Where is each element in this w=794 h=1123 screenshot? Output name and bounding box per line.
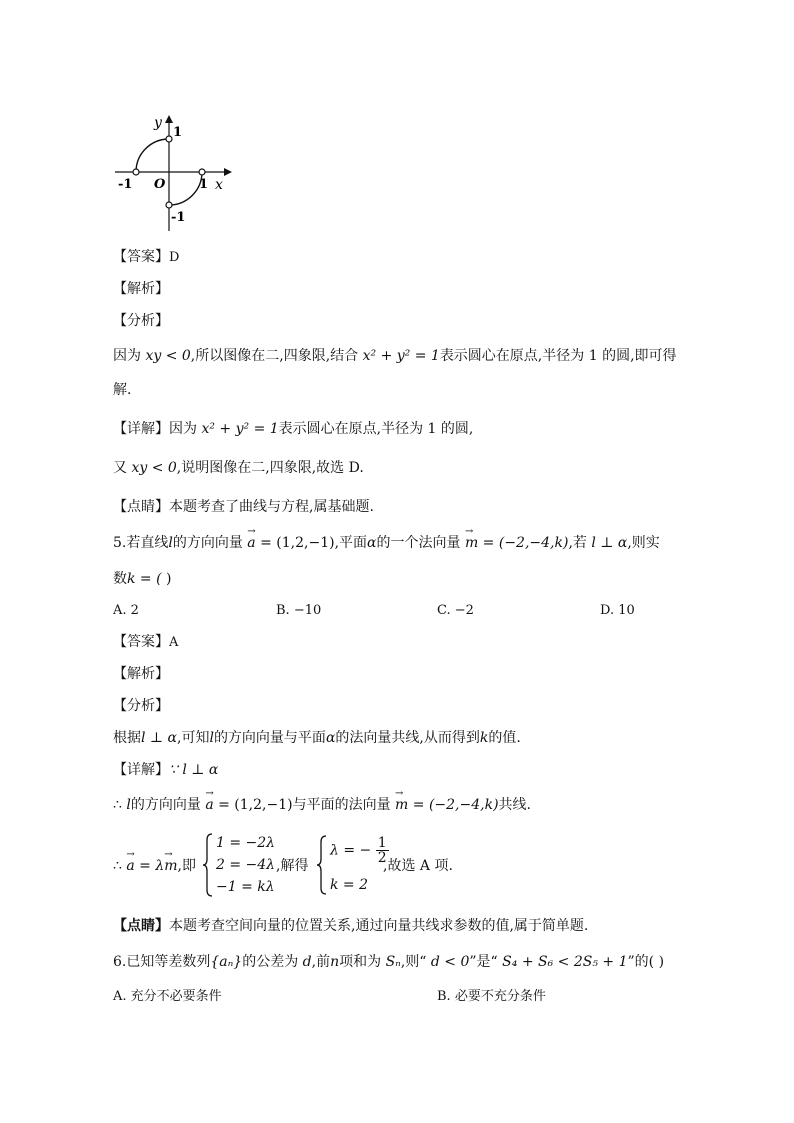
q5-detail-line3-right: ,故选 A 项.: [383, 858, 453, 874]
text: 表示圆心在原点,半径为 1 的圆,: [278, 421, 474, 437]
vector-a: → a: [126, 856, 134, 876]
q4-fenxi-line2: 解.: [113, 382, 132, 398]
text: 与平面的法向量: [292, 797, 391, 813]
q5-stem-line2: [113, 569, 172, 589]
q6-option-b[interactable]: B. 必要不充分条件: [437, 989, 546, 1004]
math-n: n: [330, 954, 340, 970]
text: 的法向量共线,从而得到: [335, 730, 480, 746]
dianjing-label: 【点睛】: [113, 499, 169, 515]
tick-pos-y: 1: [173, 125, 183, 140]
text: 本题考查空间向量的位置关系,通过向量共线求参数的值,属于简单题.: [169, 918, 589, 934]
vector-m: → m: [395, 795, 408, 815]
text: 因为: [113, 348, 141, 364]
q4-fenxi-label: 【分析】: [113, 313, 169, 329]
dianjing-label: 【点睛】: [113, 918, 169, 934]
therefore-symbol: ∴: [113, 858, 122, 874]
text: 表示圆心在原点,半径为 1 的圆,即可得: [439, 348, 677, 364]
vector-a: → a: [205, 795, 213, 815]
text: 项和为: [339, 954, 382, 970]
text: 5.若直线: [113, 535, 169, 551]
q4-answer-line: [113, 247, 179, 268]
q5-fenxi-label: 【分析】: [113, 698, 169, 714]
arc-fourth-quadrant: [169, 172, 202, 205]
text: 的一个法向量: [376, 535, 461, 551]
math-sn: Sₙ: [385, 954, 401, 970]
math-lambda: = λ: [134, 858, 165, 874]
y-axis-arrow: [165, 115, 173, 123]
q4-you-line: [113, 458, 364, 478]
math-circle-eq: x² + y² = 1: [362, 348, 440, 364]
text: ,可知: [177, 730, 210, 746]
system-brace-1: [202, 832, 214, 898]
text: ,即: [177, 858, 196, 874]
q4-jiexi-label: 【解析】: [113, 281, 169, 297]
vector-a-value: = (1,2,−1): [213, 797, 293, 813]
system-1-eq1: 1 = −2λ: [216, 835, 276, 851]
origin-label: O: [154, 177, 166, 192]
math-alpha: α: [367, 535, 377, 551]
q5-detail-line3-left: [113, 856, 196, 876]
math-condition-1: d < 0: [430, 954, 470, 970]
text: ”的( ): [627, 954, 665, 970]
text: ,则实: [627, 535, 660, 551]
answer-value: A: [169, 635, 179, 650]
vector-m-value: = (−2,−4,k): [408, 797, 499, 813]
therefore-symbol: ∴: [113, 797, 122, 813]
math-k: k: [479, 730, 489, 746]
text: 的方向向量与平面: [213, 730, 326, 746]
text: 的方向向量: [130, 797, 201, 813]
q5-detail-line3-mid: ,解得: [276, 858, 309, 874]
math-perp: l ⊥ α: [141, 730, 177, 746]
q5-dianjing-line: [113, 916, 588, 936]
text: ,前: [311, 954, 331, 970]
answer-label: 【答案】: [113, 249, 169, 265]
q6-option-a[interactable]: A. 充分不必要条件: [113, 989, 222, 1004]
arc-second-quadrant: [136, 139, 169, 172]
q5-fenxi-line: [113, 728, 521, 748]
text: 共线.: [498, 797, 531, 813]
math-xy: xy < 0: [145, 348, 191, 364]
text: 数: [113, 571, 127, 587]
fraction-numerator: 1: [377, 835, 387, 851]
xiangjie-label: 【详解】: [113, 762, 169, 778]
text: ”是“: [469, 954, 498, 970]
xiangjie-label: 【详解】: [113, 421, 169, 437]
math-because: ∵ l ⊥ α: [169, 762, 219, 778]
text: 的值.: [488, 730, 521, 746]
q5-jiexi-label: 【解析】: [113, 666, 169, 682]
open-point-neg-x: [133, 169, 139, 175]
text: 本题考查了曲线与方程,属基础题.: [169, 499, 374, 515]
q5-option-d[interactable]: D. 10: [600, 603, 635, 618]
open-point-pos-y: [166, 136, 172, 142]
vector-m: → m: [465, 533, 478, 553]
answer-label: 【答案】: [113, 634, 169, 650]
math-condition-2: S₄ + S₆ < 2S₅ + 1: [502, 954, 628, 970]
q6-stem-line: [113, 952, 664, 972]
tick-neg-y: -1: [171, 210, 186, 225]
q4-fenxi-line1: [113, 346, 677, 366]
fraction-denominator: 2: [377, 850, 387, 866]
q5-detail-line2: [113, 795, 531, 815]
math-l: l: [126, 797, 131, 813]
q5-xiangjie-line: [113, 760, 218, 780]
text: ,说明图像在二,四象限,故选 D.: [176, 460, 364, 476]
text: 又: [113, 460, 127, 476]
text: 因为: [169, 421, 197, 437]
solution-k: k = 2: [330, 877, 369, 893]
math-xy: xy < 0: [131, 460, 177, 476]
lambda-eq: λ = −: [330, 842, 372, 859]
q5-option-a[interactable]: A. 2: [113, 603, 139, 618]
math-d: d: [302, 954, 312, 970]
open-point-neg-y: [166, 202, 172, 208]
text: ,若: [568, 535, 587, 551]
math-sequence: {aₙ}: [210, 954, 243, 970]
q4-dianjing-line: [113, 497, 374, 517]
math-circle-eq: x² + y² = 1: [201, 421, 279, 437]
text: ,则“: [400, 954, 427, 970]
text: 根据: [113, 730, 141, 746]
text: ,所以图像在二,四象限,结合: [190, 348, 359, 364]
tick-pos-x: 1: [199, 177, 209, 192]
q5-option-b[interactable]: B. −10: [276, 603, 322, 618]
answer-value: D: [169, 250, 180, 265]
open-point-pos-x: [199, 169, 205, 175]
system-1-eq3: −1 = kλ: [216, 879, 275, 895]
solution-lambda: [330, 836, 389, 865]
system-1-eq2: 2 = −4λ: [216, 857, 276, 873]
math-perp: l ⊥ α: [591, 535, 628, 551]
vector-m-value: = (−2,−4,k): [478, 535, 569, 551]
text: 的公差为: [242, 954, 299, 970]
text: ,平面: [334, 535, 368, 551]
text: 6.已知等差数列: [113, 954, 211, 970]
math-l: l: [209, 730, 214, 746]
q5-stem-line1: [113, 533, 660, 553]
vector-m: → m: [164, 856, 177, 876]
x-axis-arrow: [224, 168, 232, 176]
vector-a-value: = (1,2,−1): [255, 535, 335, 551]
y-axis-label: y: [154, 115, 162, 131]
text: ): [161, 571, 172, 587]
tick-neg-x: -1: [118, 177, 133, 192]
math-k: k = (: [127, 571, 162, 587]
system-1: [216, 832, 275, 898]
q5-option-c[interactable]: C. −2: [437, 603, 474, 618]
system-brace-2: [316, 834, 328, 896]
x-axis-label: x: [215, 177, 223, 193]
text: 的方向向量: [172, 535, 243, 551]
q4-xiangjie-line: [113, 419, 473, 439]
math-alpha: α: [325, 730, 336, 746]
vector-a: → a: [247, 533, 255, 553]
unit-circle-figure: [112, 113, 237, 238]
q5-answer-line: [113, 632, 178, 653]
math-l: l: [168, 535, 173, 551]
